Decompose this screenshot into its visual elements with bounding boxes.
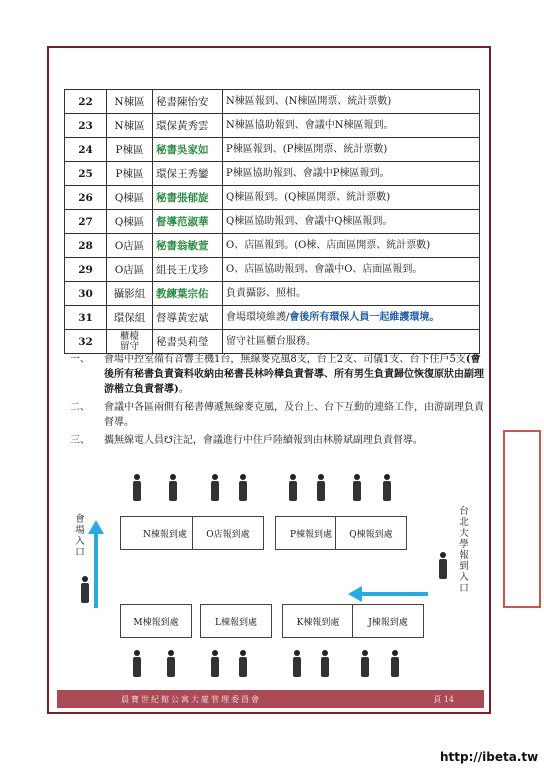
row-duty-text: O、店區協助報到、會議中O、店面區報到。 [226,263,423,275]
radio-symbol-icon: ☋ [164,435,173,446]
row-number [65,138,107,162]
row-person-text: 組長王戊珍 [156,263,209,276]
row-area-text: Q棟區 [114,215,145,228]
row-person-text: 秘書翁敏萱 [156,239,209,252]
row-person-text: 秘書吳家如 [156,143,209,156]
row-area-text: 攝影組 [113,287,146,300]
row-number [65,162,107,186]
note-text-end: 注記，會議進行中住戶陸續報到由林勝斌副理負責督導。 [172,435,423,446]
row-duty-text: 負責攝影、照相。 [226,287,306,299]
row-area-text: P棟區 [115,167,144,180]
staff-figure [238,474,248,502]
diagram-arrows [60,468,480,686]
row-number [65,90,107,114]
desk-k: K棟報到處 [282,604,354,638]
row-person [153,330,223,354]
desk-o: O店報到處 [192,516,264,550]
row-area [107,90,153,114]
staff-figure [166,650,176,678]
row-person [153,114,223,138]
note-text: 會場中控室備有音響主機1台，無線麥克風8支，台上2支、司儀1支、台下住戶5支 [104,354,466,365]
row-area [107,306,153,330]
row-duty [223,234,480,258]
row-person-text: 督導黃宏斌 [156,311,209,324]
row-duty [223,282,480,306]
row-person [153,90,223,114]
row-area-text: Q棟區 [114,191,145,204]
staff-figure [292,650,302,678]
row-number [65,306,107,330]
row-person [153,138,223,162]
row-duty-text: N棟區協助報到、會議中N棟區報到。 [226,119,394,131]
desk-q: Q棟報到處 [335,516,407,550]
note-mark: 三、 [70,435,90,446]
row-number [65,330,107,354]
staff-figure [132,650,142,678]
staff-figure [132,474,142,502]
table-row [65,114,480,138]
row-number-text: 29 [78,263,93,276]
row-person-text: 教練葉宗佑 [156,287,209,300]
staff-figure [168,474,178,502]
note-text: 攜無線電人員 [104,435,164,446]
note-emphasis: (會後所有秘書負責資料收納由秘書長林吟樺負責督導、所有男生負責歸位恢復原狀由副理游楷立負責督導) [104,354,484,395]
row-number-text: 32 [78,335,93,348]
staff-figure [352,474,362,502]
table-row [65,306,480,330]
row-duty [223,210,480,234]
row-duty-text: P棟區報到、(P棟區開票、統計票數) [226,143,388,155]
row-area [107,210,153,234]
row-person [153,162,223,186]
table-row [65,330,480,354]
row-person [153,282,223,306]
table-row [65,162,480,186]
note-2 [70,400,490,430]
staff-figure [320,650,330,678]
row-area-text: P棟區 [115,143,144,156]
row-area-text: N棟區 [114,95,145,108]
note-mark: 一、 [70,354,90,365]
table-row [65,234,480,258]
staff-figure [316,474,326,502]
right-entrance-arrow [348,586,428,602]
watermark: http://ibeta.tw [440,750,539,764]
footer-bar [57,690,484,708]
note-3 [70,433,490,448]
row-duty [223,138,480,162]
row-number-text: 28 [78,239,93,252]
table-row [65,258,480,282]
row-person [153,258,223,282]
row-area [107,282,153,306]
row-area-text: N棟區 [114,119,145,132]
note-text: 會議中各區兩側有秘書傳遞無線麥克風，及台上、台下互動的連絡工作，由游副理負責督導。 [104,402,484,428]
right-entrance-label: 台 北 大 學 報 到 入 口 [459,506,469,594]
row-person-text: 秘書吳莉瑩 [156,335,209,348]
row-area-text: 環保組 [113,311,146,324]
row-number [65,258,107,282]
row-duty [223,186,480,210]
row-area [107,234,153,258]
row-person-text: 環保王秀鑾 [156,167,209,180]
row-duty [223,114,480,138]
table-row [65,186,480,210]
desk-p: P棟報到處 [275,516,347,550]
row-number-text: 25 [78,167,93,180]
note-1 [70,352,490,397]
staff-figure [382,474,392,502]
row-area [107,138,153,162]
row-duty-text: 會場環境維護/ [226,311,290,323]
row-number-text: 23 [78,119,93,132]
row-duty [223,162,480,186]
table-row [65,282,480,306]
staff-figure [210,650,220,678]
row-number-text: 31 [78,311,93,324]
row-number [65,282,107,306]
table-row [65,210,480,234]
entrance-staff-figure [80,576,90,604]
row-number [65,210,107,234]
row-duty [223,90,480,114]
left-entrance-label: 會 場 入 口 [75,514,85,558]
row-area [107,330,153,354]
row-number [65,234,107,258]
row-area [107,114,153,138]
row-number-text: 26 [78,191,93,204]
staff-figure [288,474,298,502]
row-duty [223,306,480,330]
staff-figure [210,474,220,502]
desk-n: N棟報到處 [120,516,210,550]
desk-l: L棟報到處 [200,604,272,638]
desk-m: M棟報到處 [120,604,192,638]
staff-table [64,89,480,354]
staff-figure [390,650,400,678]
desk-j: J棟報到處 [352,604,424,638]
row-person-text: 秘書張郁旋 [156,191,209,204]
row-person [153,234,223,258]
row-duty-text: 留守社區櫃台服務。 [226,335,316,347]
table-row [65,90,480,114]
row-duty [223,258,480,282]
staff-figure [238,650,248,678]
row-person-text: 環保黃秀雲 [156,119,209,132]
row-person-text: 秘書陳怡安 [156,95,209,108]
row-person-text: 督導范淑華 [156,215,209,228]
row-number-text: 22 [78,95,93,108]
row-number-text: 24 [78,143,93,156]
row-person [153,186,223,210]
footer-title: 晨寶世紀館公寓大廈管理委員會 [121,694,261,704]
note-text-end: 。 [178,384,189,395]
row-area [107,186,153,210]
row-duty-text: P棟區協助報到、會議中P棟區報到。 [226,167,390,179]
row-number [65,186,107,210]
row-person [153,306,223,330]
table-row [65,138,480,162]
page-number: 頁 14 [433,694,454,704]
row-duty-emphasis: 會後所有環保人員一起維護環境。 [289,311,440,323]
row-duty-text: O、店區報到。(O棟、店面區開票、統計票數) [226,239,431,251]
note-mark: 二、 [70,402,90,413]
entrance-staff-figure [438,552,448,580]
row-person [153,210,223,234]
row-area-text: O店區 [114,239,145,252]
row-duty-text: N棟區報到、(N棟區開票、統計票數) [226,95,392,107]
row-number [65,114,107,138]
row-duty-text: Q棟區報到。(Q棟區開票、統計票數) [226,191,391,203]
row-number-text: 30 [78,287,93,300]
row-area-text: O店區 [114,263,145,276]
notes-section [70,352,490,451]
red-seal-stamp [503,430,541,608]
row-duty-text: Q棟區協助報到、會議中Q棟區報到。 [226,215,393,227]
row-area [107,258,153,282]
staff-figure [360,650,370,678]
left-entrance-arrow [88,520,104,608]
row-number-text: 27 [78,215,93,228]
venue-diagram [60,468,480,686]
row-area-text: 櫃檯 留守 [119,330,139,352]
row-area [107,162,153,186]
row-duty [223,330,480,354]
